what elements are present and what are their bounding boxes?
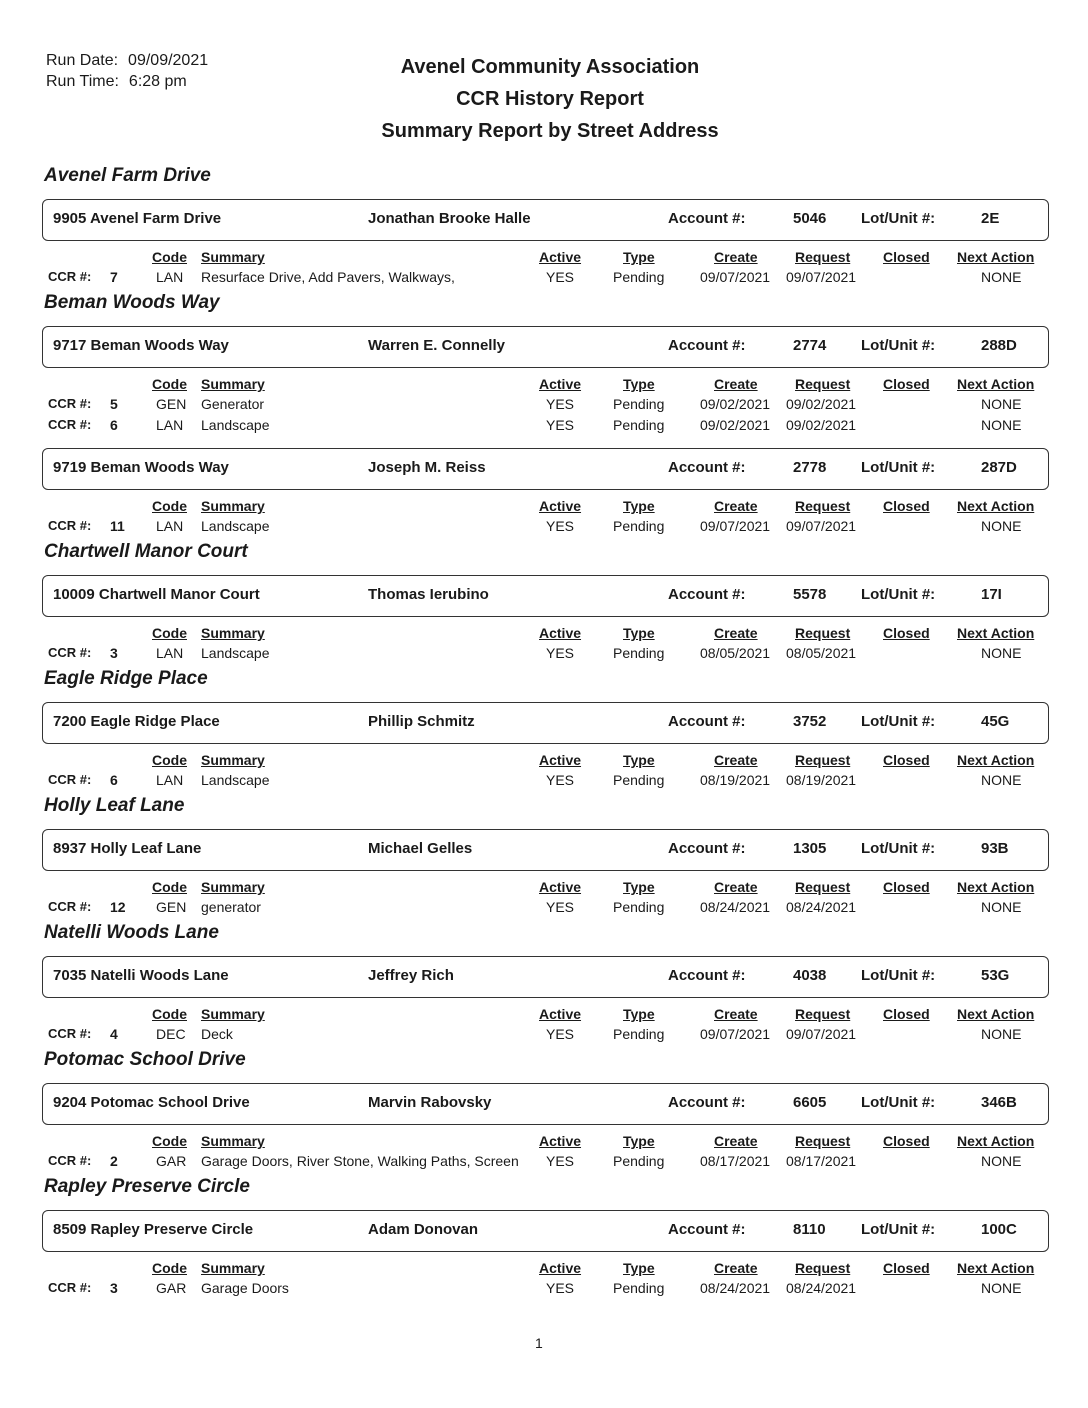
- col-next-action: Next Action: [957, 625, 1035, 641]
- ccr-row: [36, 1280, 1052, 1301]
- ccr-number: 4: [110, 1026, 118, 1042]
- ccr-next-action: NONE: [981, 899, 1022, 915]
- account-number: 2774: [793, 337, 827, 354]
- ccr-column-headers: [36, 1133, 1052, 1153]
- col-closed: Closed: [883, 1260, 930, 1276]
- ccr-row: [36, 396, 1052, 417]
- ccr-row: [36, 1153, 1052, 1174]
- col-request: Request: [795, 1133, 851, 1149]
- lot-unit: 17I: [981, 586, 1002, 603]
- account-number: 1305: [793, 840, 827, 857]
- col-request: Request: [795, 1006, 851, 1022]
- col-type: Type: [623, 249, 655, 265]
- account-label: Account #:: [668, 337, 746, 354]
- col-create: Create: [714, 376, 758, 392]
- ccr-create-date: 08/05/2021: [700, 645, 771, 661]
- ccr-active: YES: [546, 772, 575, 788]
- col-active: Active: [539, 625, 582, 641]
- ccr-label: CCR #:: [48, 1026, 92, 1041]
- account-number: 6605: [793, 1094, 827, 1111]
- col-active: Active: [539, 1133, 582, 1149]
- property-address: 9905 Avenel Farm Drive: [53, 210, 222, 227]
- lot-label: Lot/Unit #:: [861, 1221, 936, 1238]
- ccr-create-date: 09/07/2021: [700, 1026, 771, 1042]
- street-heading: Chartwell Manor Court: [44, 541, 248, 562]
- account-label: Account #:: [668, 840, 746, 857]
- col-request: Request: [795, 498, 851, 514]
- ccr-number: 7: [110, 269, 118, 285]
- account-label: Account #:: [668, 210, 746, 227]
- ccr-detail: [36, 1133, 1052, 1174]
- col-request: Request: [795, 625, 851, 641]
- ccr-create-date: 09/07/2021: [700, 269, 771, 285]
- ccr-code: GAR: [156, 1153, 187, 1169]
- ccr-type: Pending: [613, 417, 665, 433]
- lot-unit: 45G: [981, 713, 1010, 730]
- ccr-type: Pending: [613, 1026, 665, 1042]
- col-create: Create: [714, 752, 758, 768]
- account-label: Account #:: [668, 459, 746, 476]
- lot-unit: 100C: [981, 1221, 1017, 1238]
- col-type: Type: [623, 752, 655, 768]
- ccr-request-date: 08/24/2021: [786, 1280, 857, 1296]
- owner-name: Jeffrey Rich: [368, 967, 454, 984]
- col-code: Code: [152, 879, 187, 895]
- ccr-active: YES: [546, 518, 575, 534]
- ccr-row: [36, 1026, 1052, 1047]
- ccr-summary: Landscape: [201, 518, 270, 534]
- ccr-code: GEN: [156, 396, 187, 412]
- account-label: Account #:: [668, 586, 746, 603]
- ccr-row: [36, 899, 1052, 920]
- col-next-action: Next Action: [957, 376, 1035, 392]
- col-code: Code: [152, 249, 187, 265]
- ccr-request-date: 09/02/2021: [786, 417, 857, 433]
- ccr-column-headers: [36, 1006, 1052, 1026]
- col-next-action: Next Action: [957, 752, 1035, 768]
- ccr-active: YES: [546, 899, 575, 915]
- ccr-request-date: 08/19/2021: [786, 772, 857, 788]
- ccr-detail: [36, 498, 1052, 539]
- col-next-action: Next Action: [957, 249, 1035, 265]
- ccr-code: GEN: [156, 899, 187, 915]
- ccr-detail: [36, 1260, 1052, 1301]
- col-create: Create: [714, 1260, 758, 1276]
- ccr-number: 12: [110, 899, 126, 915]
- lot-label: Lot/Unit #:: [861, 337, 936, 354]
- lot-label: Lot/Unit #:: [861, 586, 936, 603]
- col-active: Active: [539, 1260, 582, 1276]
- ccr-type: Pending: [613, 645, 665, 661]
- ccr-number: 3: [110, 645, 118, 661]
- property-address: 9717 Beman Woods Way: [53, 337, 229, 354]
- col-active: Active: [539, 249, 582, 265]
- property-header: [42, 448, 1049, 490]
- ccr-create-date: 08/24/2021: [700, 899, 771, 915]
- owner-name: Marvin Rabovsky: [368, 1094, 492, 1111]
- ccr-request-date: 09/07/2021: [786, 269, 857, 285]
- property-header: [42, 199, 1049, 241]
- ccr-type: Pending: [613, 772, 665, 788]
- ccr-create-date: 08/24/2021: [700, 1280, 771, 1296]
- property-header: [42, 956, 1049, 998]
- ccr-code: LAN: [156, 772, 184, 788]
- account-number: 5578: [793, 586, 827, 603]
- owner-name: Adam Donovan: [368, 1221, 479, 1238]
- ccr-type: Pending: [613, 396, 665, 412]
- ccr-column-headers: [36, 625, 1052, 645]
- col-create: Create: [714, 625, 758, 641]
- col-summary: Summary: [201, 1133, 265, 1149]
- ccr-detail: [36, 249, 1052, 290]
- ccr-type: Pending: [613, 899, 665, 915]
- ccr-request-date: 09/02/2021: [786, 396, 857, 412]
- ccr-summary: Deck: [201, 1026, 233, 1042]
- col-type: Type: [623, 1006, 655, 1022]
- col-summary: Summary: [201, 1006, 265, 1022]
- ccr-request-date: 09/07/2021: [786, 1026, 857, 1042]
- col-type: Type: [623, 625, 655, 641]
- col-summary: Summary: [201, 376, 265, 392]
- owner-name: Thomas Ierubino: [368, 586, 489, 603]
- ccr-next-action: NONE: [981, 1026, 1022, 1042]
- col-code: Code: [152, 1133, 187, 1149]
- property-header: [42, 1083, 1049, 1125]
- ccr-column-headers: [36, 879, 1052, 899]
- col-active: Active: [539, 498, 582, 514]
- lot-unit: 2E: [981, 210, 1000, 227]
- ccr-next-action: NONE: [981, 269, 1022, 285]
- col-closed: Closed: [883, 1133, 930, 1149]
- account-number: 3752: [793, 713, 827, 730]
- street-heading: Beman Woods Way: [44, 292, 220, 313]
- ccr-summary: Generator: [201, 396, 265, 412]
- ccr-type: Pending: [613, 518, 665, 534]
- ccr-request-date: 08/24/2021: [786, 899, 857, 915]
- col-create: Create: [714, 1133, 758, 1149]
- lot-label: Lot/Unit #:: [861, 210, 936, 227]
- col-active: Active: [539, 752, 582, 768]
- run-time-value: 6:28 pm: [128, 73, 187, 90]
- ccr-summary: Resurface Drive, Add Pavers, Walkways,: [201, 269, 455, 285]
- report-titles: [300, 51, 800, 147]
- account-number: 5046: [793, 210, 827, 227]
- col-active: Active: [539, 376, 582, 392]
- ccr-row: [36, 518, 1052, 539]
- ccr-type: Pending: [613, 1280, 665, 1296]
- street-heading: Holly Leaf Lane: [44, 795, 185, 816]
- owner-name: Michael Gelles: [368, 840, 473, 857]
- ccr-active: YES: [546, 645, 575, 661]
- ccr-label: CCR #:: [48, 396, 92, 411]
- ccr-code: LAN: [156, 518, 184, 534]
- col-closed: Closed: [883, 376, 930, 392]
- ccr-column-headers: [36, 752, 1052, 772]
- col-closed: Closed: [883, 879, 930, 895]
- account-number: 8110: [793, 1221, 826, 1238]
- ccr-summary: Garage Doors: [201, 1280, 289, 1296]
- col-type: Type: [623, 879, 655, 895]
- ccr-detail: [36, 376, 1052, 438]
- col-code: Code: [152, 752, 187, 768]
- ccr-request-date: 08/05/2021: [786, 645, 857, 661]
- lot-unit: 288D: [981, 337, 1017, 354]
- account-number: 4038: [793, 967, 827, 984]
- ccr-code: LAN: [156, 645, 184, 661]
- property-address: 8937 Holly Leaf Lane: [53, 840, 202, 857]
- page-number: 1: [535, 1335, 543, 1351]
- ccr-active: YES: [546, 1280, 575, 1296]
- report-body: [36, 163, 1052, 1301]
- ccr-number: 5: [110, 396, 118, 412]
- ccr-detail: [36, 752, 1052, 793]
- lot-unit: 287D: [981, 459, 1017, 476]
- col-create: Create: [714, 249, 758, 265]
- ccr-row: [36, 269, 1052, 290]
- col-code: Code: [152, 1006, 187, 1022]
- col-closed: Closed: [883, 752, 930, 768]
- property-address: 7200 Eagle Ridge Place: [53, 713, 220, 730]
- lot-unit: 346B: [981, 1094, 1017, 1111]
- col-closed: Closed: [883, 498, 930, 514]
- ccr-create-date: 08/17/2021: [700, 1153, 771, 1169]
- col-request: Request: [795, 1260, 851, 1276]
- ccr-label: CCR #:: [48, 1153, 92, 1168]
- run-time-line: [46, 71, 208, 92]
- property-header: [42, 702, 1049, 744]
- ccr-column-headers: [36, 1260, 1052, 1280]
- ccr-label: CCR #:: [48, 645, 92, 660]
- col-summary: Summary: [201, 1260, 265, 1276]
- ccr-summary: Landscape: [201, 417, 270, 433]
- lot-label: Lot/Unit #:: [861, 1094, 936, 1111]
- account-number: 2778: [793, 459, 827, 476]
- ccr-summary: Garage Doors, River Stone, Walking Paths, Screen: [201, 1153, 519, 1169]
- ccr-next-action: NONE: [981, 645, 1022, 661]
- ccr-column-headers: [36, 498, 1052, 518]
- col-code: Code: [152, 625, 187, 641]
- col-request: Request: [795, 752, 851, 768]
- owner-name: Jonathan Brooke Halle: [368, 210, 531, 227]
- ccr-active: YES: [546, 1153, 575, 1169]
- property-address: 9204 Potomac School Drive: [53, 1094, 250, 1111]
- ccr-number: 2: [110, 1153, 118, 1169]
- property-header: [42, 575, 1049, 617]
- account-label: Account #:: [668, 967, 746, 984]
- col-closed: Closed: [883, 249, 930, 265]
- ccr-number: 6: [110, 417, 118, 433]
- col-code: Code: [152, 376, 187, 392]
- ccr-label: CCR #:: [48, 1280, 92, 1295]
- report-title-sub: Summary Report by Street Address: [381, 120, 719, 142]
- lot-unit: 53G: [981, 967, 1010, 984]
- col-active: Active: [539, 1006, 582, 1022]
- col-type: Type: [623, 1260, 655, 1276]
- col-closed: Closed: [883, 1006, 930, 1022]
- col-request: Request: [795, 376, 851, 392]
- col-closed: Closed: [883, 625, 930, 641]
- run-info: [46, 50, 208, 92]
- col-summary: Summary: [201, 625, 265, 641]
- col-active: Active: [539, 879, 582, 895]
- col-next-action: Next Action: [957, 1006, 1035, 1022]
- lot-label: Lot/Unit #:: [861, 459, 936, 476]
- ccr-number: 3: [110, 1280, 118, 1296]
- street-heading: Eagle Ridge Place: [44, 668, 208, 689]
- ccr-column-headers: [36, 249, 1052, 269]
- property-header: [42, 1210, 1049, 1252]
- lot-label: Lot/Unit #:: [861, 967, 936, 984]
- ccr-next-action: NONE: [981, 772, 1022, 788]
- property-address: 10009 Chartwell Manor Court: [53, 586, 260, 603]
- property-address: 8509 Rapley Preserve Circle: [53, 1221, 254, 1238]
- ccr-active: YES: [546, 396, 575, 412]
- ccr-row: [36, 645, 1052, 666]
- ccr-label: CCR #:: [48, 269, 92, 284]
- property-address: 7035 Natelli Woods Lane: [53, 967, 229, 984]
- lot-label: Lot/Unit #:: [861, 713, 936, 730]
- ccr-summary: Landscape: [201, 645, 270, 661]
- ccr-detail: [36, 879, 1052, 920]
- ccr-summary: generator: [201, 899, 261, 915]
- street-heading: Potomac School Drive: [44, 1049, 246, 1070]
- ccr-next-action: NONE: [981, 518, 1022, 534]
- report-title-name: CCR History Report: [456, 88, 644, 110]
- col-next-action: Next Action: [957, 1260, 1035, 1276]
- run-date-line: [46, 50, 208, 71]
- ccr-create-date: 08/19/2021: [700, 772, 771, 788]
- ccr-request-date: 09/07/2021: [786, 518, 857, 534]
- ccr-summary: Landscape: [201, 772, 270, 788]
- col-type: Type: [623, 498, 655, 514]
- ccr-detail: [36, 1006, 1052, 1047]
- ccr-request-date: 08/17/2021: [786, 1153, 857, 1169]
- ccr-next-action: NONE: [981, 396, 1022, 412]
- street-heading: Avenel Farm Drive: [44, 165, 211, 186]
- ccr-row: [36, 772, 1052, 793]
- col-code: Code: [152, 1260, 187, 1276]
- ccr-next-action: NONE: [981, 1280, 1022, 1296]
- account-label: Account #:: [668, 1094, 746, 1111]
- ccr-active: YES: [546, 417, 575, 433]
- ccr-row: [36, 417, 1052, 438]
- account-label: Account #:: [668, 713, 746, 730]
- property-address: 9719 Beman Woods Way: [53, 459, 229, 476]
- ccr-label: CCR #:: [48, 518, 92, 533]
- street-heading: Rapley Preserve Circle: [44, 1176, 250, 1197]
- ccr-code: LAN: [156, 269, 184, 285]
- ccr-label: CCR #:: [48, 417, 92, 432]
- col-type: Type: [623, 376, 655, 392]
- col-type: Type: [623, 1133, 655, 1149]
- ccr-type: Pending: [613, 269, 665, 285]
- col-next-action: Next Action: [957, 879, 1035, 895]
- ccr-column-headers: [36, 376, 1052, 396]
- ccr-create-date: 09/07/2021: [700, 518, 771, 534]
- col-next-action: Next Action: [957, 1133, 1035, 1149]
- ccr-label: CCR #:: [48, 772, 92, 787]
- col-summary: Summary: [201, 752, 265, 768]
- col-request: Request: [795, 879, 851, 895]
- col-summary: Summary: [201, 879, 265, 895]
- lot-label: Lot/Unit #:: [861, 840, 936, 857]
- property-header: [42, 326, 1049, 368]
- ccr-label: CCR #:: [48, 899, 92, 914]
- ccr-code: DEC: [156, 1026, 186, 1042]
- ccr-detail: [36, 625, 1052, 666]
- col-request: Request: [795, 249, 851, 265]
- ccr-next-action: NONE: [981, 417, 1022, 433]
- run-date-label: Run Date:: [46, 52, 119, 69]
- ccr-number: 11: [110, 518, 125, 534]
- col-create: Create: [714, 498, 758, 514]
- ccr-active: YES: [546, 269, 575, 285]
- ccr-type: Pending: [613, 1153, 665, 1169]
- lot-unit: 93B: [981, 840, 1009, 857]
- ccr-code: LAN: [156, 417, 184, 433]
- ccr-create-date: 09/02/2021: [700, 417, 771, 433]
- col-create: Create: [714, 879, 758, 895]
- report-title-org: Avenel Community Association: [400, 56, 700, 78]
- col-next-action: Next Action: [957, 498, 1035, 514]
- owner-name: Joseph M. Reiss: [368, 459, 486, 476]
- col-create: Create: [714, 1006, 758, 1022]
- run-date-value: 09/09/2021: [128, 52, 209, 69]
- col-summary: Summary: [201, 498, 265, 514]
- run-time-label: Run Time:: [46, 73, 119, 90]
- ccr-code: GAR: [156, 1280, 187, 1296]
- col-code: Code: [152, 498, 187, 514]
- property-header: [42, 829, 1049, 871]
- ccr-active: YES: [546, 1026, 575, 1042]
- owner-name: Phillip Schmitz: [368, 713, 475, 730]
- col-summary: Summary: [201, 249, 265, 265]
- street-heading: Natelli Woods Lane: [44, 922, 219, 943]
- ccr-create-date: 09/02/2021: [700, 396, 771, 412]
- ccr-next-action: NONE: [981, 1153, 1022, 1169]
- owner-name: Warren E. Connelly: [368, 337, 505, 354]
- account-label: Account #:: [668, 1221, 746, 1238]
- ccr-number: 6: [110, 772, 118, 788]
